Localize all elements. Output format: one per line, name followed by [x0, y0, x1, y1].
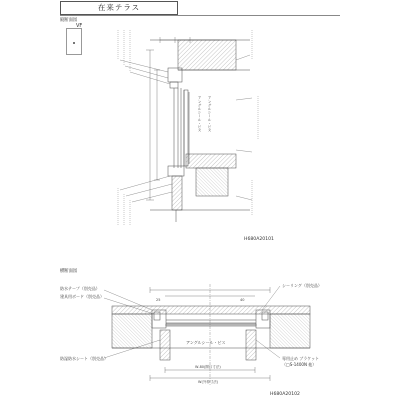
angle-seal-callout: アングルシール・ビス — [186, 340, 226, 345]
vertical-section — [118, 30, 258, 225]
left-wall-block — [112, 314, 152, 348]
left-stud — [160, 330, 170, 360]
horizontal-section-label: 横断面図 — [60, 269, 78, 274]
sill-frame — [168, 166, 184, 176]
bracket-callout: 専用止め ブラケット — [282, 356, 320, 361]
vertical-section-label: 縦断面図 — [60, 18, 78, 23]
terrace-floor — [186, 154, 236, 168]
vertical-drawing-code: H680A20101 — [244, 237, 274, 242]
page-title: 在来テラス — [60, 1, 178, 15]
dimension-40: 40 — [240, 298, 245, 302]
waterproof-tape-callout: 防水テープ（別売品） — [60, 286, 100, 291]
sealing-callout: シーリング（別売品） — [282, 283, 322, 288]
opening-dimension: W-80(開口寸法) — [195, 365, 221, 369]
angle-seal-label-2: アングルシール・ビス — [208, 96, 212, 132]
backup-material-callout: 建具用ボード（別売品） — [60, 294, 104, 299]
lower-wall — [172, 176, 182, 210]
frame-dimension: W(外枠寸法) — [198, 380, 219, 384]
dimension-25: 25 — [156, 298, 161, 302]
bracket-sub-callout: （□S-1400N 他） — [282, 362, 317, 367]
drain-sheet-callout: 防湿防水シート（別売品） — [60, 356, 108, 361]
upper-wall — [178, 40, 236, 70]
vf-label: VF — [76, 23, 83, 29]
right-stud — [246, 330, 256, 360]
glass-pane-horizontal — [166, 324, 256, 326]
horizontal-drawing-code: H680A20102 — [270, 392, 300, 397]
horizontal-section — [104, 284, 310, 386]
angle-seal-label-1: アングルシール・ビス — [198, 96, 202, 132]
floor-joist — [196, 168, 228, 196]
right-wall-block — [270, 314, 310, 348]
